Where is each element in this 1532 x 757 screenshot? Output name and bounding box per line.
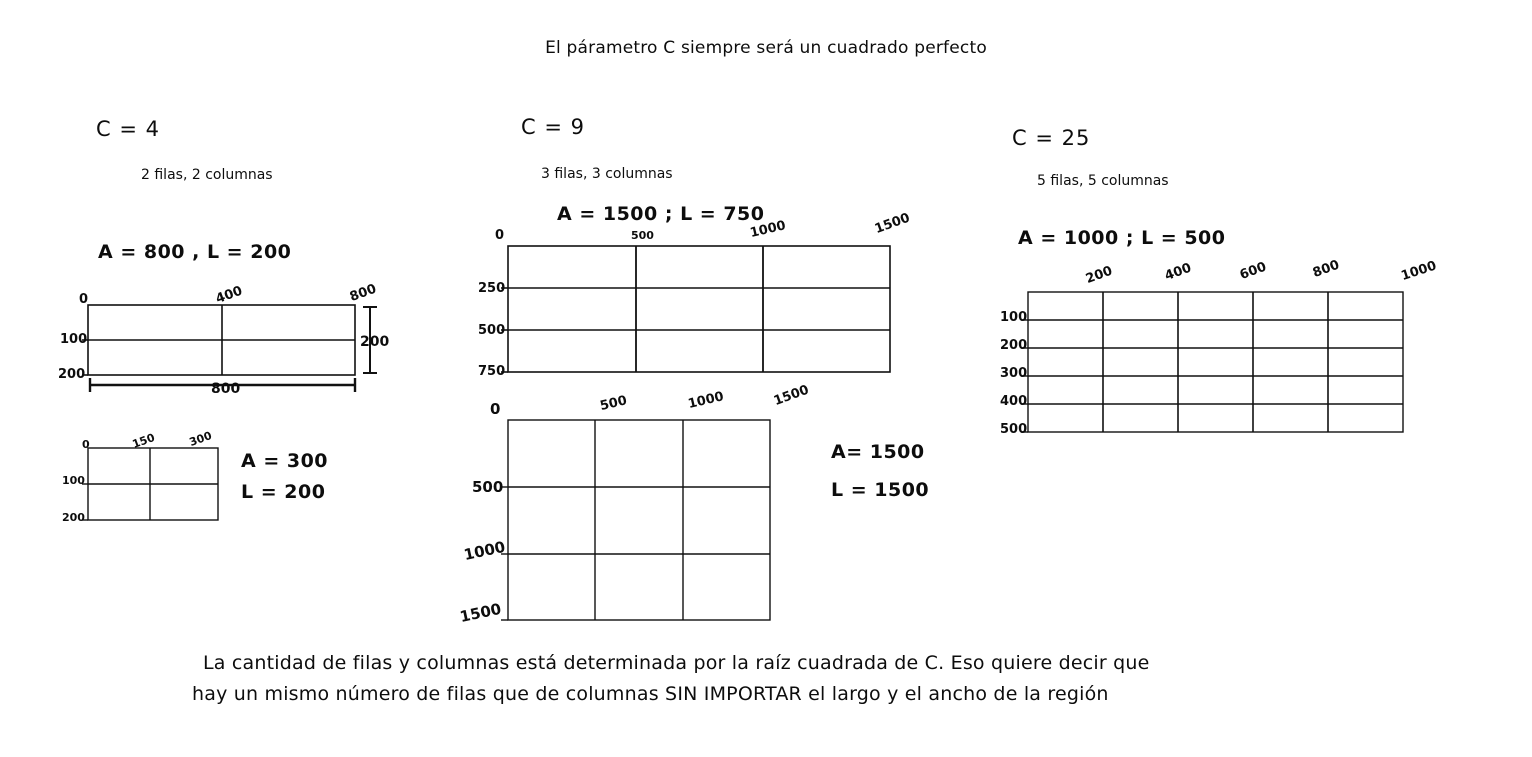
tick-c9-fig1-left-2: 750	[478, 364, 506, 379]
section-heading-c4: C = 4	[96, 117, 160, 141]
tick-c25-top-3: 800	[1310, 257, 1342, 281]
tick-c4-fig1-top-0: 0	[79, 292, 89, 307]
formula-c9-fig1: A = 1500 ; L = 750	[557, 203, 765, 225]
grid-c9-fig1	[490, 230, 930, 390]
tick-c25-left-1: 200	[1000, 338, 1028, 353]
section-subtitle-c9: 3 filas, 3 columnas	[541, 166, 673, 182]
tick-c9-fig1-top-0: 0	[495, 228, 505, 243]
section-subtitle-c25: 5 filas, 5 columnas	[1037, 173, 1169, 189]
formula-c4-fig1: A = 800 , L = 200	[98, 241, 292, 263]
tick-c4-fig2-left-0: 100	[62, 474, 85, 487]
label-c9-fig2-length: L = 1500	[831, 479, 930, 501]
tick-c4-fig1-left-0: 100	[60, 332, 88, 347]
tick-c4-fig1-top-2: 800	[347, 281, 379, 305]
section-heading-c25: C = 25	[1012, 126, 1091, 150]
dim-c4-fig1-height: 200	[360, 334, 390, 350]
footer-line-2: hay un mismo número de filas que de columnas SIN IMPORTAR el largo y el ancho de la región	[192, 683, 1109, 705]
tick-c9-fig2-top-1: 500	[598, 393, 629, 414]
tick-c9-fig1-top-1: 500	[631, 229, 654, 242]
tick-c25-top-2: 600	[1237, 259, 1269, 283]
label-c4-fig2-length: L = 200	[241, 481, 326, 503]
tick-c9-fig2-left-1: 1000	[462, 537, 507, 564]
tick-c4-fig2-top-1: 150	[130, 430, 157, 451]
section-subtitle-c4: 2 filas, 2 columnas	[141, 167, 273, 183]
tick-c25-left-4: 500	[1000, 422, 1028, 437]
formula-c25-fig1: A = 1000 ; L = 500	[1018, 227, 1226, 249]
section-heading-c9: C = 9	[521, 115, 585, 139]
tick-c9-fig1-left-0: 250	[478, 281, 506, 296]
label-c4-fig2-area: A = 300	[241, 450, 329, 472]
tick-c9-fig1-top-3: 1500	[872, 210, 913, 237]
tick-c4-fig2-left-1: 200	[62, 511, 85, 524]
label-c9-fig2-area: A= 1500	[831, 441, 925, 463]
tick-c9-fig2-top-0: 0	[490, 400, 501, 418]
tick-c4-fig1-left-1: 200	[58, 367, 86, 382]
tick-c25-left-3: 400	[1000, 394, 1028, 409]
tick-c9-fig2-top-3: 1500	[771, 382, 812, 409]
tick-c25-left-0: 100	[1000, 310, 1028, 325]
grid-c25-fig1	[1010, 280, 1430, 450]
tick-c25-top-4: 1000	[1399, 258, 1439, 284]
tick-c4-fig2-top-0: 0	[82, 438, 90, 451]
page-title: El párametro C siempre será un cuadrado perfecto	[545, 38, 987, 58]
tick-c9-fig2-left-2: 1500	[458, 599, 503, 626]
tick-c4-fig2-top-2: 300	[187, 428, 214, 449]
grid-c9-fig2	[490, 400, 810, 640]
tick-c25-top-1: 400	[1162, 260, 1194, 284]
tick-c9-fig2-top-2: 1000	[686, 389, 726, 412]
tick-c9-fig1-top-2: 1000	[748, 218, 788, 241]
tick-c9-fig2-left-0: 500	[472, 478, 504, 496]
dim-c4-fig1-width: 800	[211, 381, 241, 397]
footer-line-1: La cantidad de filas y columnas está determinada por la raíz cuadrada de C. Eso quiere decir que	[203, 652, 1150, 674]
tick-c25-left-2: 300	[1000, 366, 1028, 381]
tick-c4-fig1-top-1: 400	[213, 283, 245, 307]
tick-c25-top-0: 200	[1083, 263, 1115, 287]
tick-c9-fig1-left-1: 500	[478, 323, 506, 338]
